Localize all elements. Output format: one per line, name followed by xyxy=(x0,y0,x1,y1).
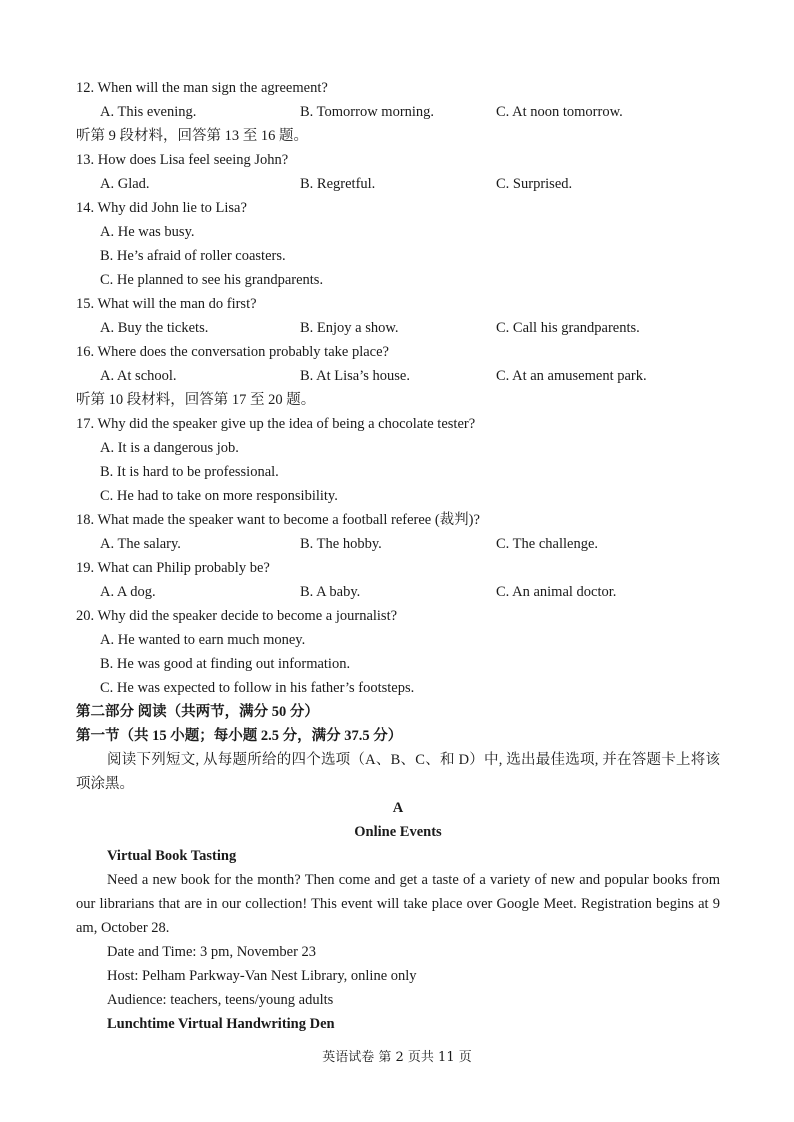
option-b: B. A baby. xyxy=(300,584,361,600)
option-c: C. He was expected to follow in his father’s footsteps. xyxy=(100,680,415,696)
option-b: B. He was good at finding out information. xyxy=(100,656,351,672)
question-14: 14. Why did John lie to Lisa? xyxy=(76,200,247,216)
passage-letter: A xyxy=(392,800,404,816)
section-9-instruction: 听第 9 段材料，回答第 13 至 16 题。 xyxy=(76,128,308,144)
option-a: A. It is a dangerous job. xyxy=(100,440,239,456)
option-b: B. He’s afraid of roller coasters. xyxy=(100,248,286,264)
reading-instructions: 阅读下列短文, 从每题所给的四个选项（A、B、C、和 D）中, 选出最佳选项, 并在答题卡上将该项涂黑。 xyxy=(76,752,720,792)
event-title: Lunchtime Virtual Handwriting Den xyxy=(107,1016,335,1032)
question-20: 20. Why did the speaker decide to become a journalist? xyxy=(76,608,398,624)
question-17: 17. Why did the speaker give up the idea of being a chocolate tester? xyxy=(76,416,476,432)
event-host: Host: Pelham Parkway-Van Nest Library, online only xyxy=(107,968,417,984)
option-c: C. At an amusement park. xyxy=(496,368,647,384)
option-b: B. Enjoy a show. xyxy=(300,320,399,336)
option-c: C. He planned to see his grandparents. xyxy=(100,272,324,288)
option-c: C. Call his grandparents. xyxy=(496,320,640,336)
option-a: A. He wanted to earn much money. xyxy=(100,632,306,648)
option-a: A. The salary. xyxy=(100,536,181,552)
event-date: Date and Time: 3 pm, November 23 xyxy=(107,944,317,960)
option-b: B. At Lisa’s house. xyxy=(300,368,410,384)
question-18: 18. What made the speaker want to become a football referee (裁判)? xyxy=(76,512,480,528)
question-13: 13. How does Lisa feel seeing John? xyxy=(76,152,289,168)
option-a: A. This evening. xyxy=(100,104,197,120)
question-16: 16. Where does the conversation probably take place? xyxy=(76,344,389,360)
exam-page xyxy=(76,76,720,1036)
event-title: Virtual Book Tasting xyxy=(107,848,237,864)
section-1-heading: 第一节（共 15 小题；每小题 2.5 分，满分 37.5 分） xyxy=(76,728,403,744)
question-15-options xyxy=(76,316,720,340)
option-b: B. It is hard to be professional. xyxy=(100,464,279,480)
option-b: B. Regretful. xyxy=(300,176,376,192)
option-c: C. An animal doctor. xyxy=(496,584,617,600)
option-c: C. At noon tomorrow. xyxy=(496,104,623,120)
question-19-options xyxy=(76,580,720,604)
question-12-options xyxy=(76,100,720,124)
question-15: 15. What will the man do first? xyxy=(76,296,257,312)
option-a: A. A dog. xyxy=(100,584,156,600)
option-b: B. Tomorrow morning. xyxy=(300,104,435,120)
part-2-heading: 第二部分 阅读（共两节，满分 50 分） xyxy=(76,704,319,720)
event-description: Need a new book for the month? Then come and get a taste of a variety of new and popular books from our librarians that are in our collection! This event will take place over Google Meet. Registration begins at 9 am, October 28. xyxy=(76,872,720,936)
option-a: A. Glad. xyxy=(100,176,150,192)
passage-title: Online Events xyxy=(354,824,442,840)
option-a: A. He was busy. xyxy=(100,224,195,240)
option-a: A. At school. xyxy=(100,368,177,384)
option-b: B. The hobby. xyxy=(300,536,382,552)
option-c: C. He had to take on more responsibility. xyxy=(100,488,338,504)
option-a: A. Buy the tickets. xyxy=(100,320,209,336)
option-c: C. Surprised. xyxy=(496,176,573,192)
question-16-options xyxy=(76,364,720,388)
question-12: 12. When will the man sign the agreement? xyxy=(76,80,328,96)
question-19: 19. What can Philip probably be? xyxy=(76,560,270,576)
question-18-options xyxy=(76,532,720,556)
option-c: C. The challenge. xyxy=(496,536,599,552)
event-audience: Audience: teachers, teens/young adults xyxy=(107,992,334,1008)
section-10-instruction: 听第 10 段材料，回答第 17 至 20 题。 xyxy=(76,392,316,408)
question-13-options xyxy=(76,172,720,196)
page-footer: 英语试卷 第 2 页共 11 页 xyxy=(322,1050,472,1065)
